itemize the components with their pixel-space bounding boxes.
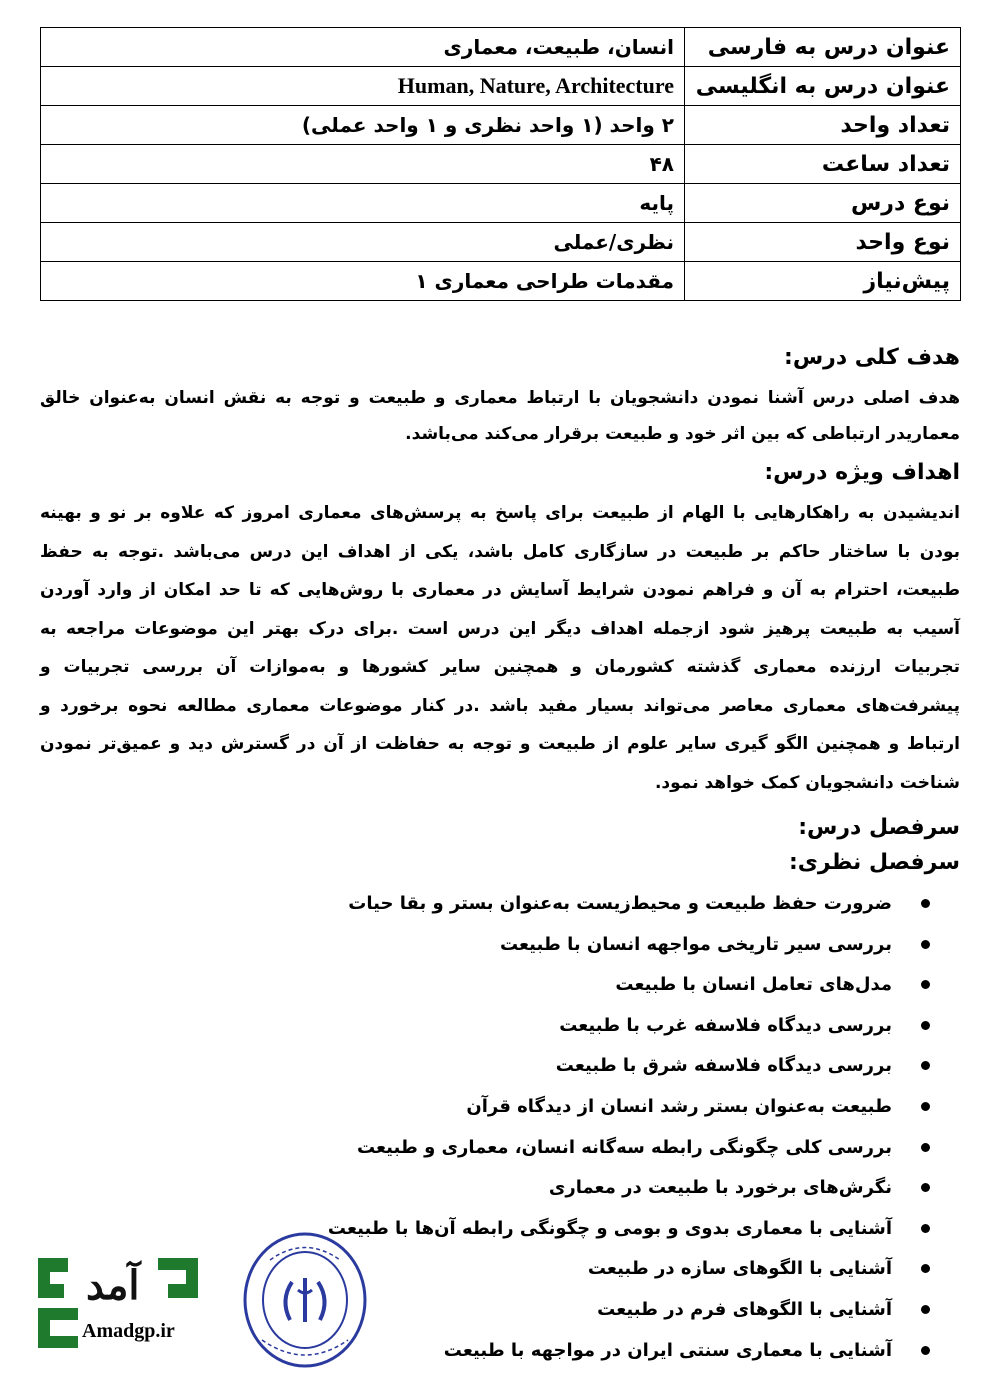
info-value: Human, Nature, Architecture (41, 67, 685, 106)
info-label: نوع واحد (685, 223, 961, 262)
bullet-icon (921, 980, 930, 989)
outline-list (290, 884, 930, 1371)
list-item-text: آشنایی با معماری سنتی ایران در مواجهه با طبیعت (443, 1339, 892, 1361)
list-item (290, 965, 930, 1006)
bullet-icon (921, 1021, 930, 1030)
info-row (41, 223, 961, 262)
bullet-icon (921, 1305, 930, 1314)
info-value: نظری/عملی (41, 223, 685, 262)
list-item (290, 1249, 930, 1290)
outline-theory-heading: سرفصل نظری: (788, 850, 960, 875)
list-item-text: بررسی کلی چگونگی رابطه سه‌گانه انسان، معماری و طبیعت (356, 1136, 892, 1158)
info-value: ۲ واحد (۱ واحد نظری و ۱ واحد عملی) (41, 106, 685, 145)
info-value: پایه (41, 184, 685, 223)
bullet-icon (921, 1264, 930, 1273)
info-row (41, 262, 961, 301)
list-item-text: آشنایی با الگوهای فرم در طبیعت (597, 1298, 892, 1320)
list-item (290, 1209, 930, 1250)
info-row (41, 28, 961, 67)
bullet-icon (921, 1143, 930, 1152)
specific-goals-heading: اهداف ویژه درس: (764, 460, 960, 485)
bullet-icon (921, 1346, 930, 1355)
list-item-text: بررسی سیر تاریخی مواجهه انسان با طبیعت (499, 933, 892, 955)
bullet-icon (921, 1061, 930, 1070)
official-seal-icon (240, 1230, 370, 1370)
info-label: پیش‌نیاز (685, 262, 961, 301)
list-item-text: بررسی دیدگاه فلاسفه غرب با طبیعت (559, 1014, 892, 1036)
info-value: انسان، طبیعت، معماری (41, 28, 685, 67)
list-item (290, 925, 930, 966)
info-value: مقدمات طراحی معماری ۱ (41, 262, 685, 301)
list-item-text: ضرورت حفظ طبیعت و محیط‌زیست به‌عنوان بستر و بقا حیات (348, 893, 892, 914)
list-item-text: آشنایی با الگوهای سازه در طبیعت (587, 1258, 892, 1280)
info-label: تعداد ساعت (685, 145, 961, 184)
list-item-text: بررسی دیدگاه فلاسفه شرق با طبیعت (555, 1055, 892, 1077)
bullet-icon (921, 940, 930, 949)
info-label: نوع درس (685, 184, 961, 223)
logo-caption: Amadgp.ir (82, 1320, 175, 1342)
list-item (290, 884, 930, 925)
list-item-text: آشنایی با معماری بدوی و بومی و چگونگی رابطه آن‌ها با طبیعت (327, 1217, 892, 1239)
bullet-icon (921, 1183, 930, 1192)
bullet-icon (921, 1102, 930, 1111)
list-item-text: نگرش‌های برخورد با طبیعت در معماری (548, 1177, 892, 1199)
specific-goals-text: اندیشیدن به راهکارهایی با الهام از طبیعت برای پاسخ به پرسش‌های معماری امروز که علاوه بر نو و بهینه بودن با ساختار حاکم بر طبیعت در سازگاری کامل باشد، یکی از اهداف این درس می‌باشد .توجه به حفظ طبیعت، احترام به آن و فراهم نمودن شرایط آسایش در معماری با روش‌هایی که تا حد امکان از وارد آوردن آسیب به طبیعت پرهیز شود ازجمله اهداف دیگر این درس است .برای درک بهتر این موضوعات مراجعه به تجربیات ارزنده معماری گذشته کشورمان و همچنین سایر کشورها و به‌موازات آن بررسی تجربیات و پیشرفت‌های معماری معاصر می‌تواند بسیار مفید باشد .در کنار موضوعات معماری مطالعه نحوه برخورد و ارتباط و همچنین الگو گیری سایر علوم از طبیعت و توجه به حفاظت از آن در گسترش دید و عمیق‌تر نمودن شناخت دانشجویان کمک خواهد نمود. (40, 503, 960, 793)
info-value: ۴۸ (41, 145, 685, 184)
info-label: عنوان درس به انگلیسی (685, 67, 961, 106)
info-row (41, 184, 961, 223)
list-item (290, 1006, 930, 1047)
bullet-icon (921, 1224, 930, 1233)
bullet-icon (921, 899, 930, 908)
info-label: عنوان درس به فارسی (685, 28, 961, 67)
list-item-text: مدل‌های تعامل انسان با طبیعت (615, 974, 892, 996)
list-item (290, 1168, 930, 1209)
list-item-text: طبیعت به‌عنوان بستر رشد انسان از دیدگاه قرآن (466, 1095, 892, 1117)
general-goal-heading: هدف کلی درس: (784, 345, 960, 370)
info-row (41, 106, 961, 145)
info-row (41, 67, 961, 106)
list-item (290, 1331, 930, 1372)
course-info-table (40, 27, 961, 301)
outline-heading: سرفصل درس: (798, 815, 960, 840)
info-row (41, 145, 961, 184)
list-item (290, 1128, 930, 1169)
list-item (290, 1046, 930, 1087)
list-item (290, 1290, 930, 1331)
logo-text: آمد (86, 1262, 140, 1309)
list-item (290, 1087, 930, 1128)
info-label: تعداد واحد (685, 106, 961, 145)
general-goal-text: هدف اصلی درس آشنا نمودن دانشجویان با ارتباط معماری و طبیعت و توجه به نقش انسان به‌عنوان خالق معماریدر ارتباطی که بین اثر خود و طبیعت برقرار می‌کند می‌باشد. (40, 388, 960, 444)
